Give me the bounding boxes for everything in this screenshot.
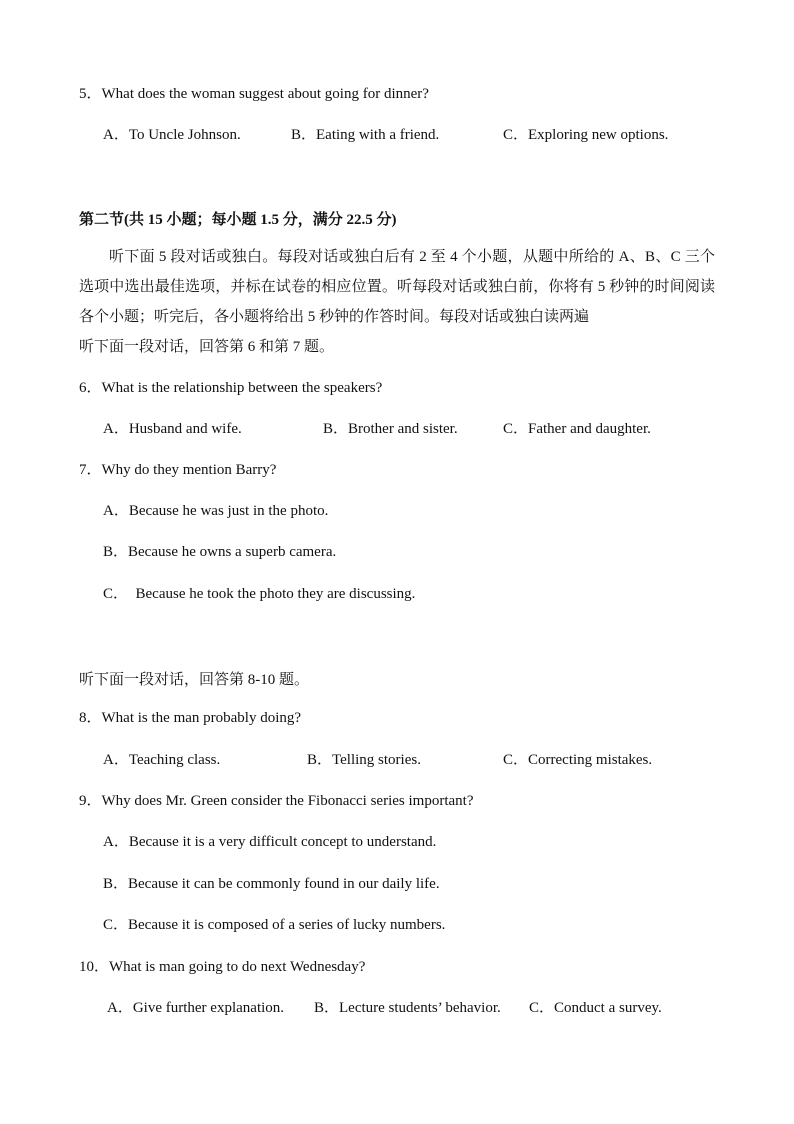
- question-7-option-c: C． Because he took the photo they are discussing.: [103, 586, 416, 602]
- question-5-option-c: C．Exploring new options.: [503, 127, 669, 143]
- dialogue-2-intro: 听下面一段对话，回答第 8-10 题。: [79, 672, 309, 688]
- question-7-stem: 7．Why do they mention Barry?: [79, 462, 277, 478]
- question-9-stem: 9．Why does Mr. Green consider the Fibonacci series important?: [79, 793, 474, 809]
- question-8-option-b: B．Telling stories.: [307, 752, 421, 768]
- dialogue-1-intro: 听下面一段对话，回答第 6 和第 7 题。: [79, 339, 335, 355]
- question-6-option-c: C．Father and daughter.: [503, 421, 651, 437]
- question-6-option-b: B．Brother and sister.: [323, 421, 458, 437]
- question-9-option-a: A．Because it is a very difficult concept to understand.: [103, 834, 437, 850]
- question-9-option-b: B．Because it can be commonly found in our daily life.: [103, 876, 440, 892]
- section-2-heading: 第二节(共 15 小题；每小题 1.5 分，满分 22.5 分): [79, 212, 397, 228]
- question-5-option-b: B．Eating with a friend.: [291, 127, 440, 143]
- question-10-option-a: A．Give further explanation.: [107, 1000, 285, 1016]
- question-6-option-a: A．Husband and wife.: [103, 421, 242, 437]
- question-9-option-c: C．Because it is composed of a series of lucky numbers.: [103, 917, 446, 933]
- question-8-option-c: C．Correcting mistakes.: [503, 752, 653, 768]
- question-5-option-a: A．To Uncle Johnson.: [103, 127, 241, 143]
- question-8-option-a: A．Teaching class.: [103, 752, 221, 768]
- question-7-option-a: A．Because he was just in the photo.: [103, 503, 329, 519]
- question-5-stem: 5．What does the woman suggest about going for dinner?: [79, 86, 429, 102]
- question-10-option-c: C．Conduct a survey.: [529, 1000, 662, 1016]
- question-10-option-b: B．Lecture students’ behavior.: [314, 1000, 501, 1016]
- question-8-stem: 8．What is the man probably doing?: [79, 710, 302, 726]
- question-6-stem: 6．What is the relationship between the speakers?: [79, 380, 383, 396]
- section-2-instructions: 听下面 5 段对话或独白。每段对话或独白后有 2 至 4 个小题，从题中所给的 A、B、C 三个选项中选出最佳选项，并标在试卷的相应位置。听每段对话或独白前，你将有 5 秒钟的时间阅读各个小题；听完后，各小题将给出 5 秒钟的作答时间。每段对话或独白读两遍: [79, 249, 715, 325]
- question-7-option-b: B．Because he owns a superb camera.: [103, 544, 337, 560]
- question-10-stem: 10．What is man going to do next Wednesday?: [79, 959, 366, 975]
